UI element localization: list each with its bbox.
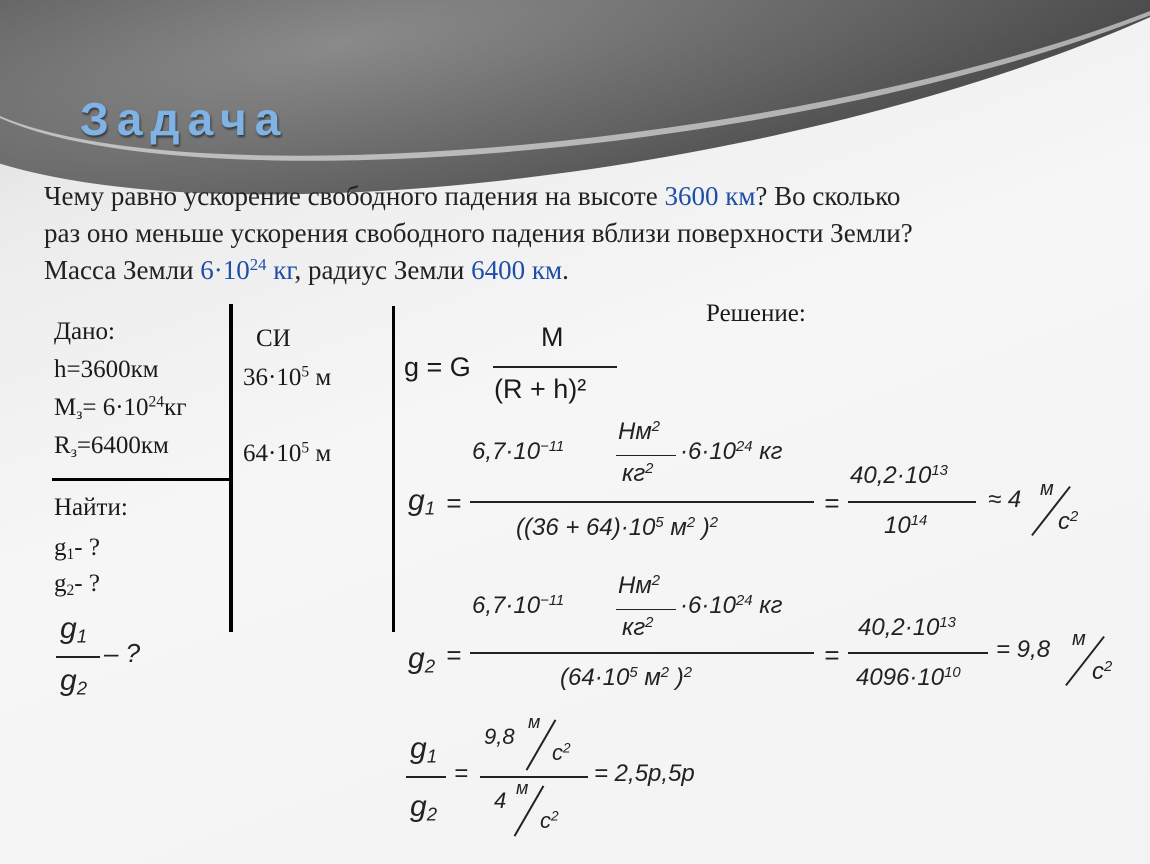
ratio-den-unit-c: $с^2$ xyxy=(540,808,559,833)
height-value: 3600 км xyxy=(664,181,756,211)
g2-result-denominator: $4096\cdot 10^{10}$ xyxy=(856,664,961,691)
given-radius: $R_з=6400км$ xyxy=(54,432,169,461)
solution-header: Решение: xyxy=(706,300,806,327)
g2-result-numerator: $40,2\cdot 10^{13}$ xyxy=(858,614,956,641)
find-g1: $g_1-$ ? xyxy=(54,534,100,563)
problem-text: Чему равно ускорение свободного падения на высоте xyxy=(44,181,665,211)
g2-unit-bottom: $кг^2$ xyxy=(622,614,654,641)
ratio-equals: = xyxy=(454,760,469,787)
given-height: h=3600км xyxy=(54,356,159,383)
si-radius: $64\cdot 10^5$ м xyxy=(243,439,332,467)
ratio-lhs-bar xyxy=(406,776,446,778)
g2-unit-c: $с^2$ xyxy=(1092,658,1113,685)
page-title: Задача xyxy=(80,93,289,145)
g1-numerator-mass: $\cdot 6\cdot 10^{24}$ кг xyxy=(680,438,783,465)
find-ratio-bar xyxy=(56,656,100,658)
g1-denominator: ($(36 + 64)\cdot 10^5$ $м^2$ )$^2$ xyxy=(516,514,719,541)
g2-unit-top: $Нм^2$ xyxy=(618,572,661,599)
mass-exponent: 24 xyxy=(249,254,267,274)
find-g2: $g_2-$ ? xyxy=(54,570,100,599)
problem-text: . xyxy=(562,255,569,285)
find-header: Найти: xyxy=(54,494,128,521)
g1-unit-bar xyxy=(616,455,676,456)
g2-equals-2: = xyxy=(824,640,840,670)
given-si-divider xyxy=(229,304,233,632)
problem-statement xyxy=(44,178,1114,289)
g2-denominator: ($64\cdot 10^5$ $м^2$ )$^2$ xyxy=(560,664,693,691)
g1-approx-value: ≈ 4 xyxy=(988,486,1022,513)
ratio-fraction-bar xyxy=(480,776,588,778)
ratio-lhs-numerator: $g_1$ xyxy=(410,732,438,767)
find-ratio-question: – ? xyxy=(104,638,141,668)
problem-line-3 xyxy=(44,252,1114,289)
g2-unit-m: м xyxy=(1072,628,1086,650)
g2-lhs: $g_2$ xyxy=(408,642,436,677)
ratio-denominator-value: 4 xyxy=(494,788,507,813)
g1-result-denominator: $10^{14}$ xyxy=(884,512,928,539)
g1-unit-bottom: $кг^2$ xyxy=(622,460,654,487)
problem-text: , радиус Земли xyxy=(294,255,472,285)
find-ratio-denominator: $g_2$ xyxy=(60,664,88,699)
earth-radius-value: 6400 км xyxy=(471,255,563,285)
ratio-den-unit-m: м xyxy=(516,778,529,798)
g2-equals: = xyxy=(446,640,462,670)
gravity-formula-bar xyxy=(493,366,617,368)
earth-mass-value xyxy=(200,255,294,285)
given-divider xyxy=(52,478,232,481)
g2-numerator-mass: $\cdot 6\cdot 10^{24}$ кг xyxy=(680,592,783,619)
gravity-formula-numerator: M xyxy=(541,322,564,352)
g1-unit-top: $Нм^2$ xyxy=(618,418,661,445)
g2-result-bar xyxy=(848,652,988,654)
given-header: Дано: xyxy=(54,318,115,345)
mass-unit: кг xyxy=(266,255,295,285)
g1-result-numerator: $40,2\cdot 10^{13}$ xyxy=(850,462,948,489)
g1-unit-c: $с^2$ xyxy=(1058,508,1079,535)
gravity-formula-lhs: g = G xyxy=(404,352,471,382)
g1-result-bar xyxy=(848,501,976,503)
g2-fraction-bar xyxy=(470,652,814,654)
ratio-lhs-denominator: $g_2$ xyxy=(410,790,438,825)
si-header: СИ xyxy=(256,325,291,352)
find-ratio-numerator: $g_1$ xyxy=(60,612,88,647)
ratio-result: = 2,5р,5р xyxy=(594,760,695,787)
ratio-numerator-value: 9,8 xyxy=(484,724,515,749)
gravity-formula-denominator: (R + h)² xyxy=(494,374,587,404)
g1-unit-m: м xyxy=(1040,478,1054,500)
g1-equals: = xyxy=(446,488,462,518)
g2-unit-bar xyxy=(616,609,676,610)
g1-numerator-coef: $6,7\cdot 10^{-11}$ xyxy=(472,438,565,465)
g2-value: = 9,8 xyxy=(996,636,1051,663)
mass-mantissa: 6·10 xyxy=(200,255,250,285)
si-solution-divider xyxy=(392,306,395,632)
g2-numerator-coef: $6,7\cdot 10^{-11}$ xyxy=(472,592,565,619)
problem-line-1 xyxy=(44,178,1114,215)
g1-equals-2: = xyxy=(824,488,840,518)
ratio-num-unit-m: м xyxy=(528,712,541,732)
problem-text: Масса Земли xyxy=(44,255,201,285)
problem-text: ? Во сколько xyxy=(755,181,901,211)
problem-line-2: раз оно меньше ускорения свободного падения вблизи поверхности Земли? xyxy=(44,218,913,248)
ratio-num-unit-c: $с^2$ xyxy=(552,740,571,765)
g1-fraction-bar xyxy=(470,501,814,503)
g1-lhs: $g_1$ xyxy=(408,484,436,519)
si-height: $36\cdot 10^5$ м xyxy=(243,363,332,391)
given-mass: $M_з= 6\cdot 10^{24}кг$ xyxy=(54,393,187,423)
